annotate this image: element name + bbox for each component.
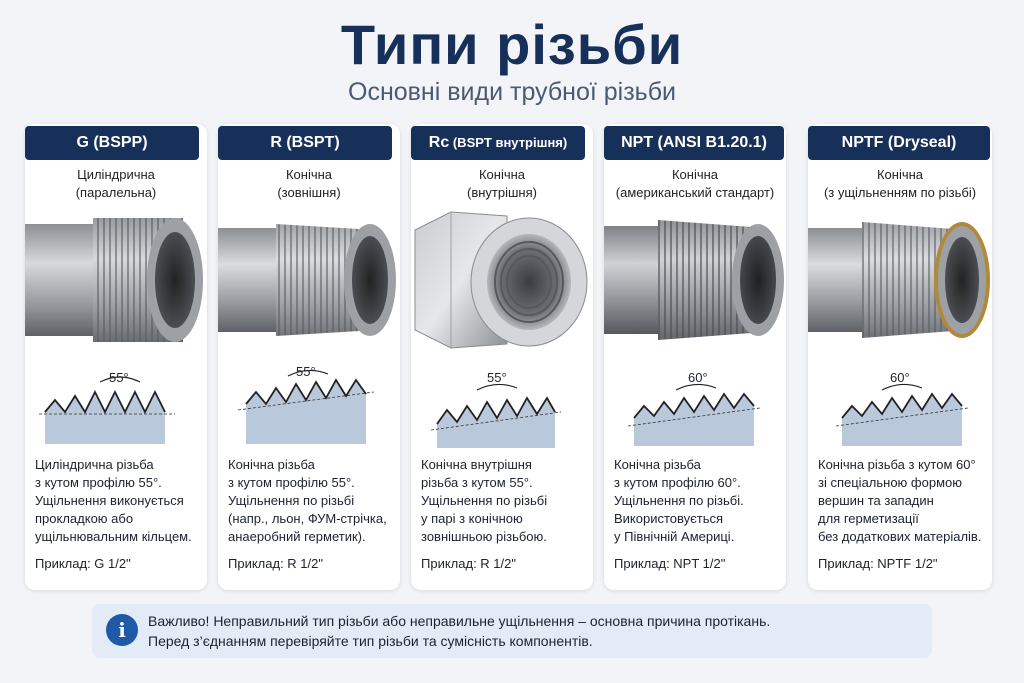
card-subtitle: Конічна (з ущільненням по різьбі): [823, 167, 977, 200]
card-description: Конічна різьба з кутом 60° зі спеціальною формою вершин та западин для герметизації без додаткових матеріалів.: [818, 457, 982, 544]
card-example: Приклад: G 1/2": [35, 556, 131, 571]
card-title-suffix: (BSPT внутрішня): [449, 135, 568, 150]
page-title: Типи різьби: [340, 13, 684, 76]
nptf-dryseal-pipe-photo: [808, 210, 990, 350]
card-example: Приклад: NPTF 1/2": [818, 556, 938, 571]
card-rc-bspt-internal: [411, 124, 593, 590]
card-example: Приклад: R 1/2": [421, 556, 516, 571]
card-description: Конічна різьба з кутом профілю 60°. Ущільнення по різьбі. Використовується у Північній Америці.: [614, 457, 744, 544]
page-subtitle: Основні види трубної різьби: [348, 78, 676, 106]
card-title: [411, 126, 585, 160]
card-description: Циліндрична різьба з кутом профілю 55°. Ущільнення виконується прокладкою або ущільнювальним кільцем.: [35, 457, 192, 544]
card-description: Конічна різьба з кутом профілю 55°. Ущільнення по різьбі (напр., льон, ФУМ-стрічка, анаеробний герметик).: [228, 457, 387, 544]
card-nptf: [808, 124, 992, 590]
info-icon: i: [106, 614, 138, 646]
thread-type-cards: [0, 124, 1024, 594]
important-note: [92, 604, 932, 658]
male-tapered-pipe-photo: [218, 210, 400, 350]
card-subtitle: Конічна (американський стандарт): [615, 167, 775, 200]
angle-label: 60°: [890, 370, 910, 385]
card-description: Конічна внутрішня різьба з кутом 55°. Ущільнення по різьбі у парі з конічною зовнішньою різьбою.: [421, 457, 548, 544]
angle-label: 55°: [487, 370, 507, 385]
card-g-bspp: [25, 124, 207, 590]
card-example: Приклад: NPT 1/2": [614, 556, 726, 571]
male-parallel-pipe-photo: [25, 210, 207, 350]
card-subtitle: Циліндрична (паралельна): [75, 167, 157, 200]
female-hex-coupling-photo: [411, 210, 593, 350]
card-subtitle: Конічна (внутрішня): [467, 167, 537, 200]
card-title: G (BSPP): [25, 126, 199, 160]
card-title: R (BSPT): [218, 126, 392, 160]
angle-label: 60°: [688, 370, 708, 385]
npt-tapered-pipe-photo: [604, 210, 786, 350]
card-npt: [604, 124, 786, 590]
card-title: NPT (ANSI B1.20.1): [604, 126, 784, 160]
card-title: NPTF (Dryseal): [808, 126, 990, 160]
note-text: Важливо! Неправильний тип різьби або неправильне ущільнення – основна причина протікань. Перед з’єднанням перевіряйте тип різьби та сумісність компонентів.: [148, 613, 771, 649]
card-title-main: Rc: [428, 134, 450, 151]
angle-label: 55°: [109, 370, 129, 385]
card-r-bspt: [218, 124, 400, 590]
card-example: Приклад: R 1/2": [228, 556, 323, 571]
card-subtitle: Конічна (зовнішня): [277, 167, 341, 200]
angle-label: 55°: [296, 364, 316, 379]
